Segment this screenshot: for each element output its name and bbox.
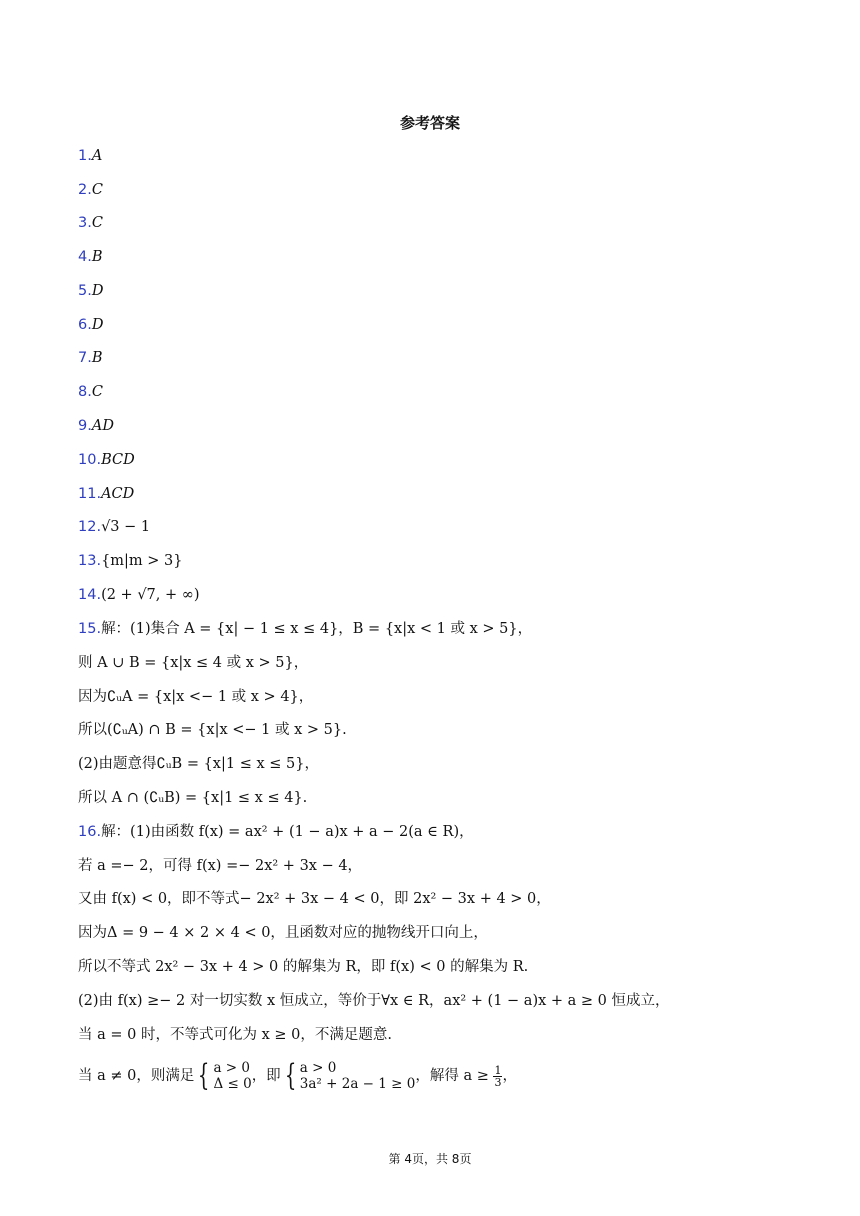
answer-number: 4. <box>78 249 92 265</box>
answer-text: (2 + √7, + ∞) <box>101 587 200 603</box>
answer-text: D <box>91 283 104 299</box>
answer-text: C <box>91 182 103 198</box>
q16-system-end: ， <box>502 1068 517 1084</box>
q16-line: 又由 f(x) < 0，即不等式− 2x² + 3x − 4 < 0，即 2x² − 3x + 4 > 0， <box>78 891 551 907</box>
answer-text: √3 − 1 <box>101 519 151 535</box>
q16-line: 当 a = 0 时，不等式可化为 x ≥ 0，不满足题意. <box>78 1027 392 1043</box>
answer-line <box>78 550 183 572</box>
q16-line: 所以不等式 2x² − 3x + 4 > 0 的解集为 R，即 f(x) < 0 的解集为 R. <box>78 959 529 975</box>
answer-line <box>78 145 102 167</box>
answer-line <box>78 347 103 369</box>
answer-text: ACD <box>101 486 135 502</box>
answer-number: 9. <box>78 418 92 434</box>
answer-line <box>78 449 135 471</box>
answer-number: 12. <box>78 519 102 535</box>
q15-line: 则 A ∪ B = {x|x ≤ 4 或 x > 5}， <box>78 655 309 671</box>
answer-line <box>78 314 103 336</box>
brace-icon: { <box>198 1058 210 1093</box>
q16-line <box>78 821 474 843</box>
q16-line: 若 a =− 2，可得 f(x) =− 2x² + 3x − 4， <box>78 858 363 874</box>
page-footer: 第 4页，共 8页 <box>388 1152 472 1166</box>
answer-number: 5. <box>78 283 92 299</box>
system-row: a > 0 <box>213 1060 250 1076</box>
system-row: a > 0 <box>299 1060 337 1076</box>
fraction-denominator: 3 <box>494 1075 502 1089</box>
q15-line: (2)由题意得∁ᵤB = {x|1 ≤ x ≤ 5}， <box>78 756 319 772</box>
answer-line <box>78 584 200 606</box>
q16-system-after: ，解得 a ≥ <box>415 1068 489 1084</box>
brace-icon: { <box>284 1058 296 1093</box>
answer-text: C <box>91 215 103 231</box>
answer-number: 7. <box>78 350 92 366</box>
answer-number: 10. <box>78 452 102 468</box>
answer-number: 1. <box>78 148 92 164</box>
answer-text: D <box>91 317 104 333</box>
answer-number: 6. <box>78 317 92 333</box>
answer-line <box>78 179 103 201</box>
answer-line <box>78 381 103 403</box>
answer-line <box>78 246 103 268</box>
q16-system-line <box>78 1058 517 1094</box>
answer-number: 3. <box>78 215 92 231</box>
answer-number: 8. <box>78 384 92 400</box>
q16-line: (2)由 f(x) ≥− 2 对一切实数 x 恒成立，等价于∀x ∈ R，ax² + (1 − a)x + a ≥ 0 恒成立， <box>78 993 670 1009</box>
answer-text: {m|m > 3} <box>101 553 183 569</box>
q15-line: 所以(∁ᵤA) ∩ B = {x|x <− 1 或 x > 5}. <box>78 722 347 738</box>
q16-line: 因为Δ = 9 − 4 × 2 × 4 < 0，且函数对应的抛物线开口向上， <box>78 925 488 941</box>
answer-text: B <box>91 249 103 265</box>
answer-text: BCD <box>101 452 135 468</box>
equation-system <box>194 1060 251 1092</box>
q16-text: 解：(1)由函数 f(x) = ax² + (1 − a)x + a − 2(a ∈ R)， <box>101 824 474 840</box>
answer-line <box>78 516 150 538</box>
answer-number: 2. <box>78 182 92 198</box>
answer-text: B <box>91 350 103 366</box>
answer-line <box>78 280 103 302</box>
q16-system-mid: ，即 <box>251 1068 281 1084</box>
answer-number: 14. <box>78 587 102 603</box>
answer-line <box>78 483 134 505</box>
system-row: Δ ≤ 0 <box>213 1076 252 1092</box>
q15-text: 解：(1)集合 A = {x| − 1 ≤ x ≤ 4}，B = {x|x < 1 或 x > 5}， <box>101 621 533 637</box>
equation-system <box>281 1060 416 1092</box>
answer-text: A <box>91 148 103 164</box>
answer-text: C <box>91 384 103 400</box>
answer-line <box>78 415 114 437</box>
q15-number: 15. <box>78 621 102 637</box>
q16-system-prefix: 当 a ≠ 0，则满足 <box>78 1068 195 1084</box>
system-row: 3a² + 2a − 1 ≥ 0 <box>299 1076 416 1092</box>
answer-line <box>78 212 103 234</box>
answer-number: 13. <box>78 553 102 569</box>
answer-text: AD <box>91 418 114 434</box>
q15-line: 因为∁ᵤA = {x|x <− 1 或 x > 4}， <box>78 689 314 705</box>
q15-line <box>78 618 532 640</box>
q15-line: 所以 A ∩ (∁ᵤB) = {x|1 ≤ x ≤ 4}. <box>78 790 308 806</box>
q16-number: 16. <box>78 824 102 840</box>
answer-number: 11. <box>78 486 102 502</box>
fraction-numerator: 1 <box>494 1063 502 1077</box>
page-title: 参考答案 <box>399 114 460 132</box>
